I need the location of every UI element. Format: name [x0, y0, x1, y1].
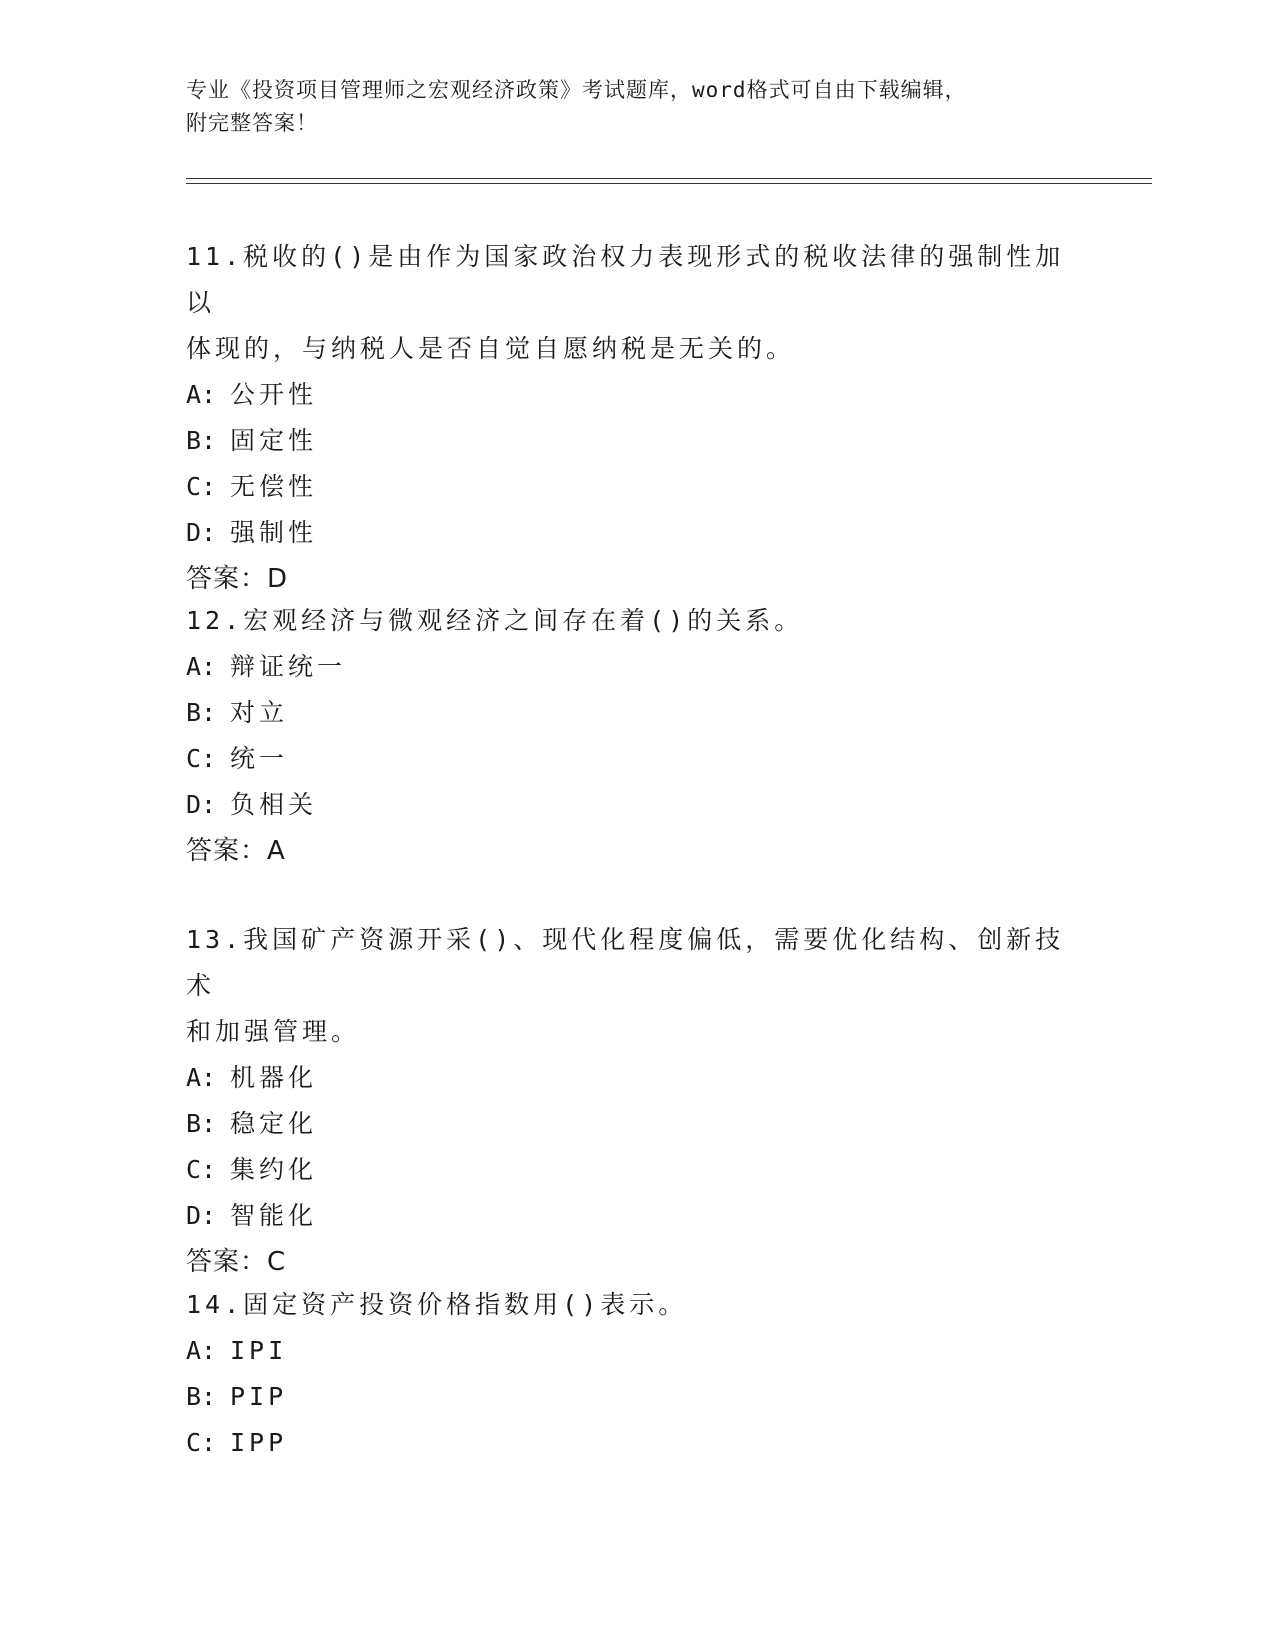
option-letter: B: [186, 426, 217, 455]
option-letter: C: [186, 472, 217, 501]
option-letter: C: [186, 744, 217, 773]
option-b [186, 1101, 1086, 1147]
option-d [186, 510, 1086, 556]
option-text: 机器化 [230, 1063, 318, 1092]
option-a [186, 1055, 1086, 1101]
option-text: 公开性 [230, 380, 318, 409]
option-c [186, 736, 1086, 782]
question-text-line-1: 11.税收的()是由作为国家政治权力表现形式的税收法律的强制性加以 [186, 242, 1065, 317]
question-12 [186, 598, 1086, 874]
option-letter: A: [186, 380, 217, 409]
question-text-line-1: 12.宏观经济与微观经济之间存在着()的关系。 [186, 606, 804, 635]
option-letter: D: [186, 790, 217, 819]
option-b [186, 418, 1086, 464]
option-text: 对立 [230, 698, 289, 727]
option-text: 负相关 [230, 790, 318, 819]
option-d [186, 782, 1086, 828]
option-d [186, 1193, 1086, 1239]
option-letter: A: [186, 652, 217, 681]
document-header [186, 74, 1086, 140]
option-text: 强制性 [230, 518, 318, 547]
option-letter: D: [186, 518, 217, 547]
question-14 [186, 1282, 1086, 1466]
option-c [186, 1147, 1086, 1193]
question-text-line-1: 13.我国矿产资源开采()、现代化程度偏低，需要优化结构、创新技术 [186, 925, 1065, 1000]
header-line-1: 专业《投资项目管理师之宏观经济政策》考试题库，word格式可自由下载编辑， [186, 78, 967, 102]
option-text: IPP [230, 1428, 288, 1457]
option-text: 固定性 [230, 426, 318, 455]
option-text: 智能化 [230, 1201, 318, 1230]
option-letter: B: [186, 1382, 217, 1411]
answer-line: 答案：A [186, 836, 286, 866]
header-divider-bottom [186, 183, 1152, 184]
option-text: IPI [230, 1336, 288, 1365]
option-text: 辩证统一 [230, 652, 347, 681]
option-a [186, 1328, 1086, 1374]
option-letter: A: [186, 1336, 217, 1365]
option-letter: A: [186, 1063, 217, 1092]
option-text: 集约化 [230, 1155, 318, 1184]
answer-line: 答案：D [186, 564, 289, 594]
option-b [186, 1374, 1086, 1420]
question-text-line-2: 体现的，与纳税人是否自觉自愿纳税是无关的。 [186, 334, 796, 363]
question-13 [186, 917, 1086, 1285]
answer-line: 答案：C [186, 1247, 287, 1277]
option-c [186, 464, 1086, 510]
question-text-line-1: 14.固定资产投资价格指数用()表示。 [186, 1290, 688, 1319]
option-b [186, 690, 1086, 736]
header-divider-top [186, 178, 1152, 179]
option-text: 统一 [230, 744, 289, 773]
option-text: 无偿性 [230, 472, 318, 501]
option-letter: B: [186, 1109, 217, 1138]
option-a [186, 644, 1086, 690]
option-c [186, 1420, 1086, 1466]
option-letter: C: [186, 1155, 217, 1184]
option-letter: B: [186, 698, 217, 727]
option-letter: C: [186, 1428, 217, 1457]
question-text-line-2: 和加强管理。 [186, 1017, 361, 1046]
option-text: 稳定化 [230, 1109, 318, 1138]
option-text: PIP [230, 1382, 288, 1411]
question-11 [186, 234, 1086, 602]
header-line-2: 附完整答案！ [186, 111, 318, 135]
option-a [186, 372, 1086, 418]
option-letter: D: [186, 1201, 217, 1230]
